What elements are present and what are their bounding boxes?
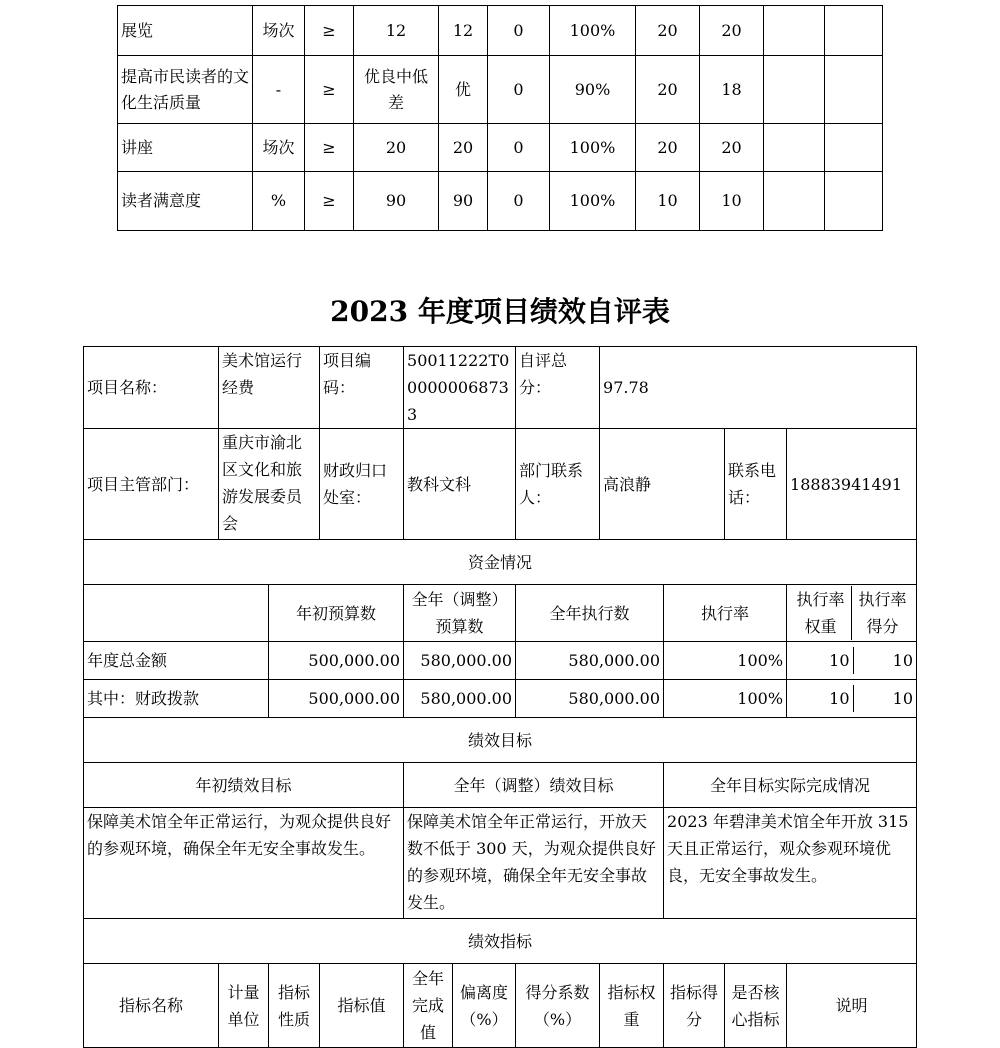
contact-label: 部门联系人： (516, 429, 600, 540)
funds-header-weight-score (787, 585, 917, 642)
phone: 18883941491 (787, 429, 917, 540)
indicator-unit: 场次 (253, 124, 305, 172)
indicator-target: 12 (354, 6, 439, 56)
indicators-header-cell: 指标值 (320, 964, 404, 1048)
funds-header-score: 执行率得分 (858, 590, 907, 636)
indicator-actual: 12 (439, 6, 488, 56)
goals-section-title: 绩效目标 (84, 718, 917, 763)
indicator-score: 20 (700, 6, 764, 56)
funds-row-total-budget: 500,000.00 (269, 642, 404, 680)
indicator-weight: 20 (636, 124, 700, 172)
indicator-note (825, 6, 883, 56)
goals-adjusted: 保障美术馆全年正常运行，开放天数不低于 300 天，为观众提供良好的参观环境，确保全年无安全事故发生。 (404, 808, 664, 919)
indicator-op: ≥ (305, 56, 354, 124)
indicators-header-cell: 指标名称 (84, 964, 219, 1048)
table-row (118, 56, 883, 124)
funds-row-total-weight-score (787, 642, 917, 680)
indicators-header-cell: 计量单位 (219, 964, 269, 1048)
funds-row-fiscal-weight: 10 (790, 685, 854, 712)
indicator-score: 18 (700, 56, 764, 124)
indicator-deviation: 0 (488, 6, 550, 56)
self-score-label: 自评总分： (516, 347, 600, 429)
office: 教科文科 (404, 429, 516, 540)
funds-row-total-executed: 580,000.00 (516, 642, 664, 680)
self-evaluation-table (83, 346, 917, 1048)
indicator-target: 90 (354, 172, 439, 231)
funds-row-fiscal-adjusted: 580,000.00 (404, 680, 516, 718)
funds-header-weight: 执行率权重 (790, 586, 852, 640)
funds-row-total-weight: 10 (790, 647, 854, 674)
indicator-target: 优良中低差 (354, 56, 439, 124)
funds-header-budget: 年初预算数 (269, 585, 404, 642)
funds-header-rate: 执行率 (664, 585, 787, 642)
indicator-name: 提高市民读者的文化生活质量 (118, 56, 253, 124)
funds-row-total-rate: 100% (664, 642, 787, 680)
indicator-weight: 20 (636, 56, 700, 124)
indicator-coef: 100% (550, 6, 636, 56)
indicator-core (764, 6, 825, 56)
funds-row-fiscal-score: 10 (892, 689, 914, 708)
page-title: 2023 年度项目绩效自评表 (330, 295, 670, 328)
indicator-name: 讲座 (118, 124, 253, 172)
indicator-name: 展览 (118, 6, 253, 56)
funds-header-executed: 全年执行数 (516, 585, 664, 642)
indicator-unit: - (253, 56, 305, 124)
funds-row-total-score: 10 (892, 651, 914, 670)
indicator-coef: 100% (550, 172, 636, 231)
goals-initial: 保障美术馆全年正常运行，为观众提供良好的参观环境，确保全年无安全事故发生。 (84, 808, 404, 919)
table-row (118, 172, 883, 231)
funds-section-title: 资金情况 (84, 540, 917, 585)
indicator-deviation: 0 (488, 56, 550, 124)
indicators-header-cell: 偏离度（%） (453, 964, 516, 1048)
indicators-header-cell: 得分系数（%） (516, 964, 600, 1048)
funds-row-fiscal-rate: 100% (664, 680, 787, 718)
indicator-core (764, 124, 825, 172)
self-score: 97.78 (600, 347, 917, 429)
indicator-note (825, 124, 883, 172)
indicator-coef: 100% (550, 124, 636, 172)
project-name-label: 项目名称： (84, 347, 219, 429)
table-row (118, 6, 883, 56)
indicator-target: 20 (354, 124, 439, 172)
indicator-weight: 20 (636, 6, 700, 56)
project-name: 美术馆运行经费 (219, 347, 320, 429)
indicator-op: ≥ (305, 172, 354, 231)
goals-actual: 2023 年碧津美术馆全年开放 315 天且正常运行，观众参观环境优良，无安全事故发生。 (664, 808, 917, 919)
indicator-weight: 10 (636, 172, 700, 231)
indicators-header-cell: 是否核心指标 (725, 964, 787, 1048)
indicators-header-cell: 指标权重 (600, 964, 664, 1048)
office-label: 财政归口处室： (320, 429, 404, 540)
indicators-section-title: 绩效指标 (84, 919, 917, 964)
indicator-deviation: 0 (488, 124, 550, 172)
indicator-core (764, 172, 825, 231)
indicators-header-cell: 全年完成值 (404, 964, 453, 1048)
phone-label: 联系电话： (725, 429, 787, 540)
dept: 重庆市渝北区文化和旅游发展委员会 (219, 429, 320, 540)
indicator-deviation: 0 (488, 172, 550, 231)
indicator-actual: 90 (439, 172, 488, 231)
indicators-header-cell: 说明 (787, 964, 917, 1048)
indicator-unit: % (253, 172, 305, 231)
indicators-header-cell: 指标性质 (269, 964, 320, 1048)
indicator-core (764, 56, 825, 124)
indicator-continuation-table (117, 5, 883, 231)
dept-label: 项目主管部门： (84, 429, 219, 540)
funds-row-total-adjusted: 580,000.00 (404, 642, 516, 680)
indicator-score: 10 (700, 172, 764, 231)
indicator-unit: 场次 (253, 6, 305, 56)
indicator-score: 20 (700, 124, 764, 172)
indicator-note (825, 56, 883, 124)
indicator-note (825, 172, 883, 231)
funds-header-adjusted: 全年（调整）预算数 (404, 585, 516, 642)
indicators-header-cell: 指标得分 (664, 964, 725, 1048)
contact: 高浪静 (600, 429, 725, 540)
project-code-label: 项目编码： (320, 347, 404, 429)
funds-row-fiscal-executed: 580,000.00 (516, 680, 664, 718)
indicator-op: ≥ (305, 124, 354, 172)
funds-row-total-label: 年度总金额 (84, 642, 269, 680)
funds-header-blank (84, 585, 269, 642)
indicators-header-row (84, 964, 917, 1048)
goals-header-initial: 年初绩效目标 (84, 763, 404, 808)
indicator-name: 读者满意度 (118, 172, 253, 231)
project-code: 50011222T000000068733 (404, 347, 516, 429)
indicator-coef: 90% (550, 56, 636, 124)
goals-header-adjusted: 全年（调整）绩效目标 (404, 763, 664, 808)
indicator-actual: 优 (439, 56, 488, 124)
table-row (118, 124, 883, 172)
funds-row-fiscal-label: 其中：财政拨款 (84, 680, 269, 718)
funds-row-fiscal-weight-score (787, 680, 917, 718)
indicator-op: ≥ (305, 6, 354, 56)
indicator-actual: 20 (439, 124, 488, 172)
goals-header-actual: 全年目标实际完成情况 (664, 763, 917, 808)
funds-row-fiscal-budget: 500,000.00 (269, 680, 404, 718)
